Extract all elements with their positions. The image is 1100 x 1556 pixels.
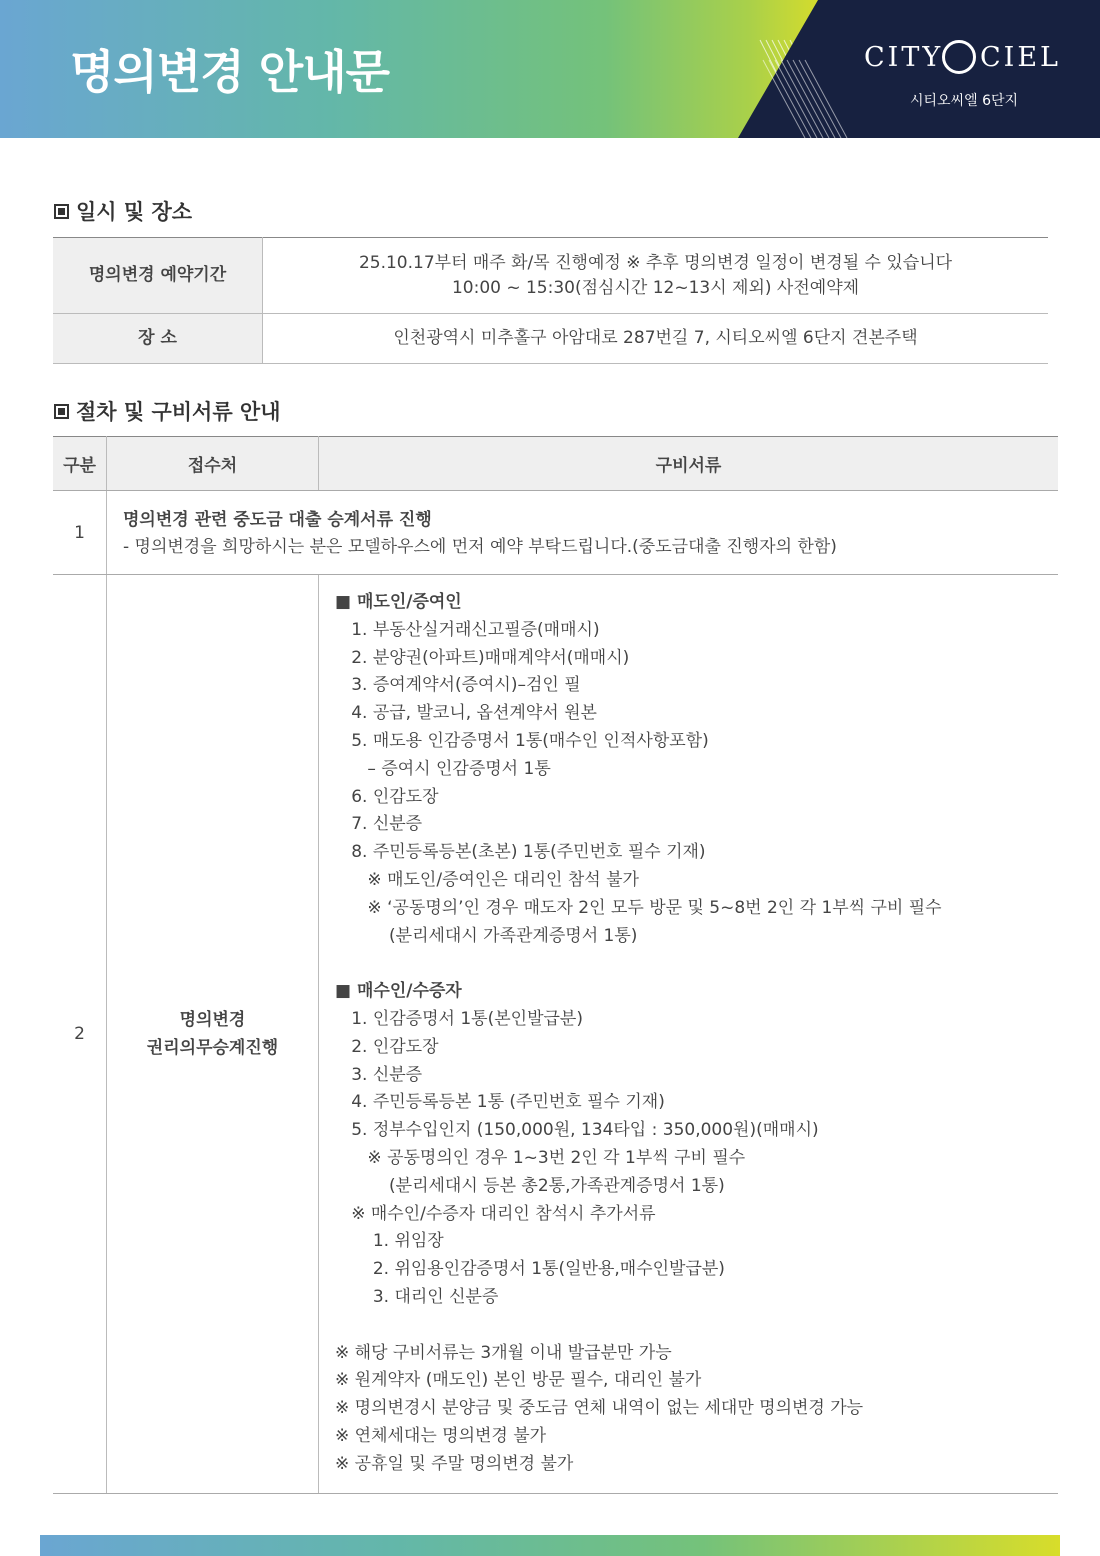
loan-note: - 명의변경을 희망하시는 분은 모델하우스에 먼저 예약 부탁드립니다.(중도금대출 진행자의 한함): [123, 536, 837, 557]
schedule-table: [53, 237, 1048, 364]
document-item: ※ 공휴일 및 주말 명의변경 불가: [335, 1453, 574, 1474]
document-item: (분리세대시 가족관계증명서 1통): [335, 925, 638, 946]
document-item: ※ 원계약자 (매도인) 본인 방문 필수, 대리인 불가: [335, 1370, 702, 1391]
document-item: 1. 인감증명서 1통(본인발급분): [335, 1008, 583, 1029]
documents-list: [319, 575, 1059, 1494]
document-item: [335, 1312, 1058, 1340]
header-office: 접수처: [107, 437, 319, 491]
row-label: 장 소: [53, 314, 263, 364]
row-value: 인천광역시 미추홀구 아암대로 287번길 7, 시티오씨엘 6단지 견본주택: [263, 314, 1049, 364]
section-title-schedule: [54, 196, 192, 226]
office-line-2: 권리의무승계진행: [146, 1037, 279, 1058]
document-item: 8. 주민등록등본(초본) 1통(주민번호 필수 기재): [335, 842, 706, 863]
loan-title: 명의변경 관련 중도금 대출 승계서류 진행: [123, 509, 432, 530]
decorative-lines-overlay: [745, 0, 855, 138]
document-item: 4. 주민등록등본 1통 (주민번호 필수 기재): [335, 1092, 665, 1113]
row-value: [263, 238, 1049, 314]
document-item: 5. 정부수입인지 (150,000원, 134타입 : 350,000원)(매매시): [335, 1120, 819, 1141]
document-item: ※ 연체세대는 명의변경 불가: [335, 1425, 547, 1446]
table-header-row: [53, 437, 1058, 491]
header-category: 구분: [53, 437, 107, 491]
period-line-2: 10:00 ~ 15:30(점심시간 12~13시 제외) 사전예약제: [451, 277, 860, 298]
section-title-text: 일시 및 장소: [76, 200, 193, 224]
document-item: ※ 해당 구비서류는 3개월 이내 발급분만 가능: [335, 1342, 672, 1363]
row-label: 명의변경 예약기간: [53, 238, 263, 314]
table-row: [53, 314, 1048, 364]
document-item: – 증여시 인감증명서 1통: [335, 758, 551, 779]
document-item: 7. 신분증: [335, 814, 423, 835]
document-item: 1. 위임장: [335, 1231, 444, 1252]
document-item: ※ 명의변경시 분양금 및 중도금 연체 내역이 없는 세대만 명의변경 가능: [335, 1398, 864, 1419]
table-row: [53, 238, 1048, 314]
row-number: 2: [53, 575, 107, 1494]
logo-text-right: CIEL: [980, 42, 1061, 73]
document-item: ※ 공동명의인 경우 1~3번 2인 각 1부씩 구비 필수: [335, 1147, 746, 1168]
row-content: [107, 491, 1059, 575]
document-item: ※ 매수인/수증자 대리인 참석시 추가서류: [335, 1203, 656, 1224]
logo-ring-icon: [942, 40, 976, 74]
square-bullet-icon: [54, 204, 69, 219]
header-documents: 구비서류: [319, 437, 1059, 491]
footer-bar: [40, 1535, 1060, 1556]
document-item: ※ ‘공동명의’인 경우 매도자 2인 모두 방문 및 5~8번 2인 각 1부씩 구비 필수: [335, 897, 942, 918]
document-group-heading: ■ 매수인/수증자: [335, 981, 462, 1002]
document-item: 3. 대리인 신분증: [335, 1286, 499, 1307]
logo-text-left: CITY: [864, 42, 944, 73]
page-title: 명의변경 안내문: [70, 45, 390, 99]
document-item: [335, 950, 1058, 978]
document-item: 3. 신분증: [335, 1064, 423, 1085]
header-banner: [0, 0, 1100, 138]
document-item: 5. 매도용 인감증명서 1통(매수인 인적사항포함): [335, 730, 709, 751]
period-line-1: 25.10.17부터 매주 화/목 진행예정 ※ 추후 명의변경 일정이 변경될 수 있습니다: [358, 252, 953, 273]
row-number: 1: [53, 491, 107, 575]
section-title-procedure: [54, 396, 281, 426]
table-row: [53, 491, 1058, 575]
square-bullet-icon: [54, 404, 69, 419]
office-cell: [107, 575, 319, 1494]
document-item: 3. 증여계약서(증여시)–검인 필: [335, 675, 581, 696]
office-line-1: 명의변경: [179, 1009, 246, 1030]
document-item: (분리세대시 등본 총2통,가족관계증명서 1통): [335, 1175, 725, 1196]
section-title-text: 절차 및 구비서류 안내: [76, 400, 281, 424]
document-item: 1. 부동산실거래신고필증(매매시): [335, 619, 600, 640]
documents-table: [53, 436, 1058, 1494]
document-item: 2. 인감도장: [335, 1036, 439, 1057]
table-row: [53, 575, 1058, 1494]
city-ciel-logo: [864, 42, 1064, 82]
document-item: 2. 분양권(아파트)매매계약서(매매시): [335, 647, 630, 668]
document-item: 6. 인감도장: [335, 786, 439, 807]
document-item: 4. 공급, 발코니, 옵션계약서 원본: [335, 703, 597, 724]
logo-subtitle: 시티오씨엘 6단지: [910, 93, 1019, 109]
document-item: ※ 매도인/증여인은 대리인 참석 불가: [335, 869, 639, 890]
document-group-heading: ■ 매도인/증여인: [335, 592, 462, 612]
document-item: 2. 위임용인감증명서 1통(일반용,매수인발급분): [335, 1259, 725, 1280]
